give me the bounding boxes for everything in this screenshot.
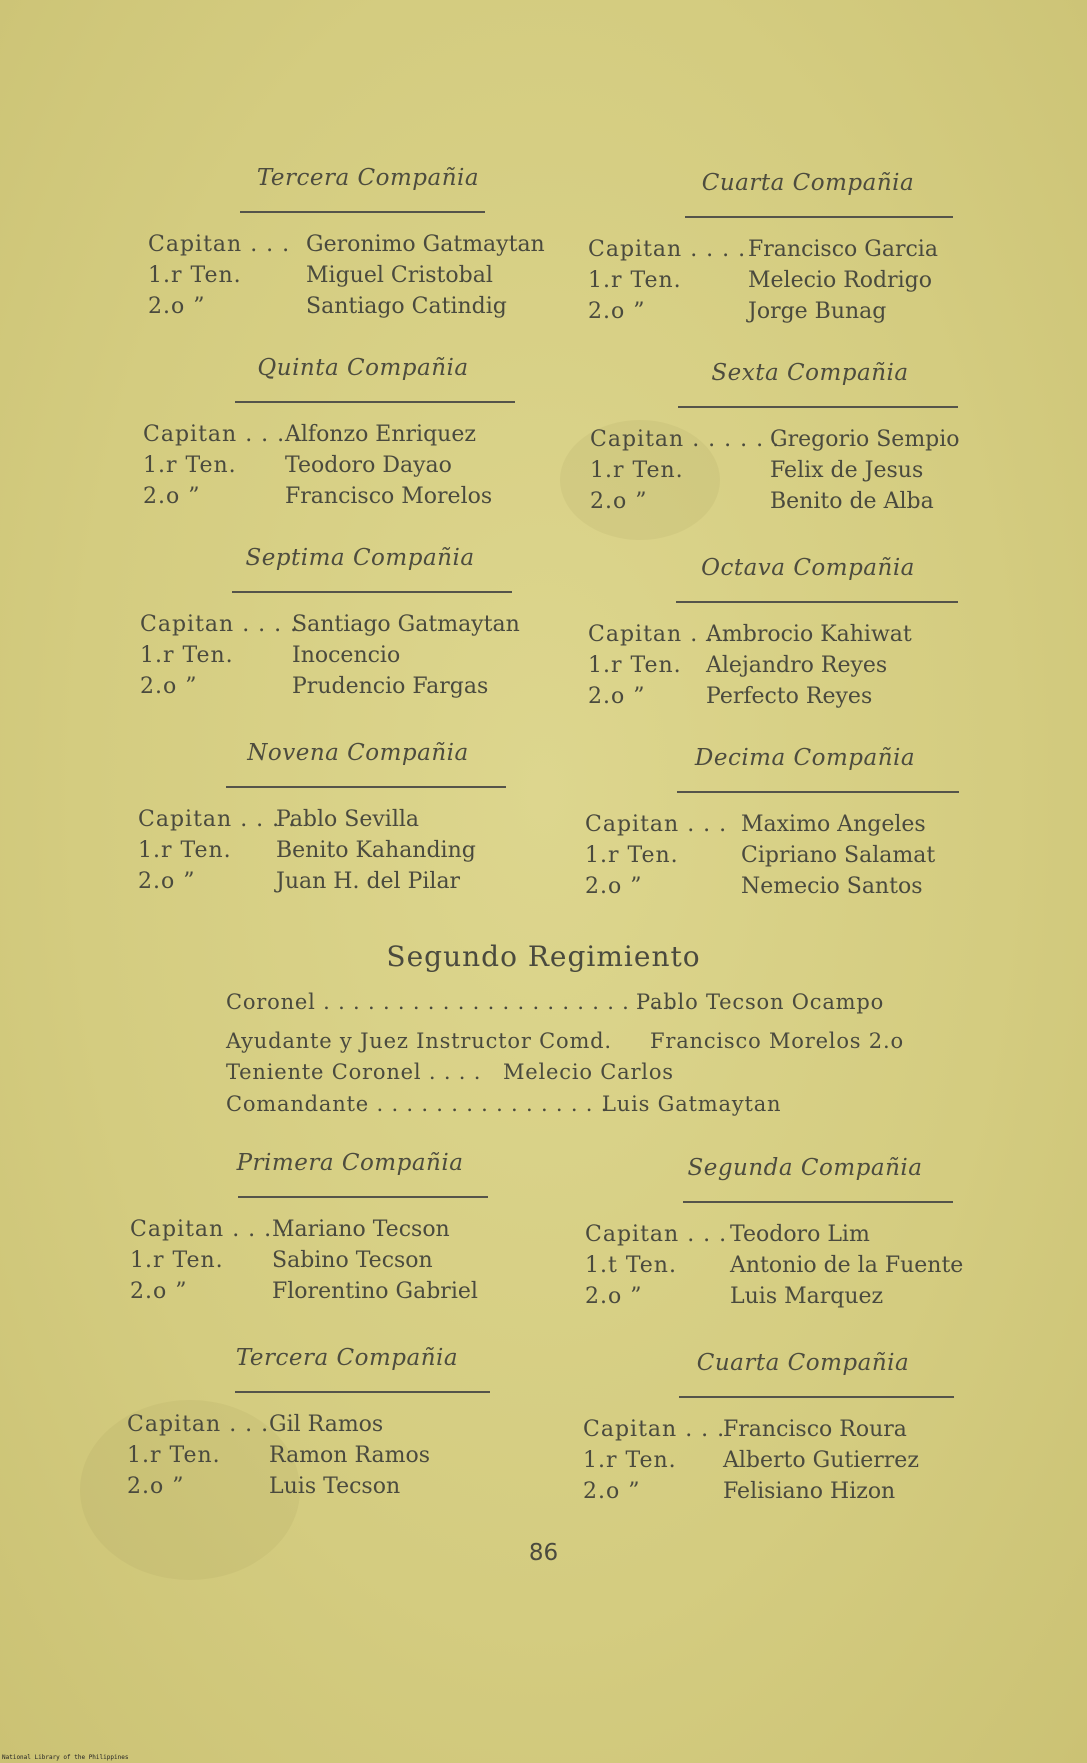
officer-row [585,843,1025,873]
officer-row [143,422,583,452]
officer-rank: 2.o ” [138,869,196,894]
officer-rank: 1.r Ten. [143,453,237,478]
officer-name: Teodoro Dayao [285,453,452,478]
company-title: Novena Compañia [247,740,469,766]
title-underline [232,591,512,593]
officer-name: Maximo Angeles [741,812,926,837]
company-block [588,555,1028,725]
officer-rank: Capitan . . . [148,232,291,257]
officer-name: Prudencio Fargas [292,674,489,699]
officer-row [588,237,1028,267]
officer-name: Alberto Gutierrez [723,1448,919,1473]
officer-row [138,869,578,899]
officer-row [148,294,588,324]
officer-name: Francisco Roura [723,1417,907,1442]
company-title: Septima Compañia [245,545,475,571]
officer-name: Florentino Gabriel [272,1279,478,1304]
title-underline [676,601,958,603]
officer-rank: 2.o ” [583,1479,641,1504]
company-title: Tercera Compañia [235,1345,459,1371]
officer-row [588,622,1028,652]
officer-rank: Capitan . . . . . . [590,427,781,452]
officer-row [130,1279,570,1309]
title-underline [240,211,485,213]
officer-rank: 1.r Ten. [585,843,679,868]
officer-row [583,1417,1023,1447]
officer-rank: 1.r Ten. [588,653,682,678]
title-underline [226,786,506,788]
title-underline [238,1196,488,1198]
staff-label: Comandante . . . . . . . . . . . . . . . . [226,1092,609,1116]
officer-row [585,874,1025,904]
officer-name: Miguel Cristobal [306,263,493,288]
company-title: Cuarta Compañia [696,1350,910,1376]
officer-row [590,458,1030,488]
officer-rank: 1.r Ten. [583,1448,677,1473]
officer-rank: 2.o ” [130,1279,188,1304]
staff-label: Teniente Coronel . . . . [226,1060,482,1084]
title-underline [235,401,515,403]
officer-rank: 2.o ” [585,1284,643,1309]
staff-value: Melecio Carlos [503,1060,674,1084]
officer-row [585,812,1025,842]
title-underline [685,216,953,218]
officer-row [127,1443,567,1473]
staff-label: Coronel . . . . . . . . . . . . . . . . . . . . . . . . [226,990,675,1014]
officer-row [148,232,588,262]
company-title: Quinta Compañia [257,355,469,381]
officer-name: Antonio de la Fuente [730,1253,964,1278]
officer-rank: Capitan . . . . [588,237,747,262]
officer-rank: 1.r Ten. [130,1248,224,1273]
company-title: Segunda Compañia [687,1155,923,1181]
officer-name: Teodoro Lim [730,1222,870,1247]
officer-name: Luis Marquez [730,1284,884,1309]
officer-rank: 1.r Ten. [127,1443,221,1468]
officer-name: Perfecto Reyes [706,684,873,709]
officer-name: Felisiano Hizon [723,1479,896,1504]
officer-row [588,268,1028,298]
company-block [590,360,1030,530]
officer-row [583,1479,1023,1509]
officer-rank: Capitan . . . . [138,807,297,832]
officer-rank: 1.r Ten. [588,268,682,293]
officer-rank: 1.t Ten. [585,1253,677,1278]
officer-name: Ramon Ramos [269,1443,431,1468]
officer-rank: Capitan . . . . [140,612,299,637]
officer-row [583,1448,1023,1478]
staff-value: Francisco Morelos 2.o [650,1029,904,1053]
company-title: Decima Compañia [694,745,916,771]
officer-name: Mariano Tecson [272,1217,450,1242]
officer-rank: 2.o ” [140,674,198,699]
company-block [138,740,578,910]
officer-row [590,489,1030,519]
company-block [583,1350,1023,1520]
company-block [585,1155,1025,1325]
company-title: Primera Compañia [236,1150,464,1176]
officer-name: Santiago Gatmaytan [292,612,520,637]
officer-name: Luis Tecson [269,1474,401,1499]
officer-name: Benito de Alba [770,489,934,514]
officer-rank: 1.r Ten. [148,263,242,288]
company-title: Sexta Compañia [711,360,909,386]
officer-rank: Capitan . . . . [143,422,302,447]
company-block [585,745,1025,915]
officer-row [588,653,1028,683]
officer-rank: 2.o ” [585,874,643,899]
officer-rank: 1.r Ten. [590,458,684,483]
officer-row [588,299,1028,329]
title-underline [677,791,959,793]
officer-rank: 1.r Ten. [138,838,232,863]
company-block [143,355,583,525]
officer-name: Juan H. del Pilar [276,869,461,894]
title-underline [235,1391,490,1393]
officer-rank: 2.o ” [148,294,206,319]
officer-rank: Capitan . . . [585,812,728,837]
company-block [130,1150,570,1320]
officer-name: Geronimo Gatmaytan [306,232,545,257]
company-title: Octava Compañia [701,555,915,581]
officer-row [127,1412,567,1442]
officer-row [585,1222,1025,1252]
officer-row [148,263,588,293]
title-underline [679,1396,954,1398]
officer-name: Gil Ramos [269,1412,384,1437]
page-number: 86 [528,1540,559,1566]
officer-name: Cipriano Salamat [741,843,936,868]
officer-name: Benito Kahanding [276,838,476,863]
officer-name: Ambrocio Kahiwat [706,622,912,647]
officer-row [140,643,580,673]
officer-row [138,807,578,837]
company-title: Cuarta Compañia [701,170,915,196]
officer-name: Inocencio [292,643,401,668]
officer-rank: Capitan . . . [588,622,731,647]
officer-name: Melecio Rodrigo [748,268,932,293]
officer-rank: Capitan . . . [585,1222,728,1247]
staff-value: Luis Gatmaytan [602,1092,782,1116]
officer-name: Francisco Morelos [285,484,493,509]
officer-name: Nemecio Santos [741,874,923,899]
officer-row [140,674,580,704]
officer-row [143,484,583,514]
officer-row [138,838,578,868]
title-underline [678,406,958,408]
officer-rank: 2.o ” [588,299,646,324]
company-block [127,1345,567,1515]
officer-name: Felix de Jesus [770,458,924,483]
title-underline [683,1201,953,1203]
officer-name: Santiago Catindig [306,294,507,319]
officer-name: Alfonzo Enriquez [285,422,476,447]
officer-name: Gregorio Sempio [770,427,960,452]
officer-rank: 1.r Ten. [140,643,234,668]
company-block [588,170,1028,340]
officer-name: Pablo Sevilla [276,807,420,832]
regiment-title: Segundo Regimiento [386,940,701,973]
officer-rank: Capitan . . . [127,1412,270,1437]
officer-row [585,1253,1025,1283]
officer-row [143,453,583,483]
company-block [148,165,588,335]
officer-row [585,1284,1025,1314]
officer-rank: 2.o ” [588,684,646,709]
officer-rank: 2.o ” [590,489,648,514]
officer-name: Alejandro Reyes [706,653,888,678]
officer-rank: Capitan . . . [583,1417,726,1442]
officer-row [140,612,580,642]
officer-row [127,1474,567,1504]
officer-rank: Capitan . . . . [130,1217,289,1242]
officer-row [130,1217,570,1247]
company-title: Tercera Compañia [256,165,480,191]
company-block [140,545,580,715]
officer-row [130,1248,570,1278]
officer-row [588,684,1028,714]
library-footer: National Library of the Philippines [2,1754,129,1761]
staff-value: Pablo Tecson Ocampo [636,990,885,1014]
officer-name: Sabino Tecson [272,1248,433,1273]
officer-row [590,427,1030,457]
officer-rank: 2.o ” [127,1474,185,1499]
officer-rank: 2.o ” [143,484,201,509]
officer-name: Jorge Bunag [748,299,887,324]
officer-name: Francisco Garcia [748,237,938,262]
staff-label: Ayudante y Juez Instructor Comd. [226,1029,612,1053]
